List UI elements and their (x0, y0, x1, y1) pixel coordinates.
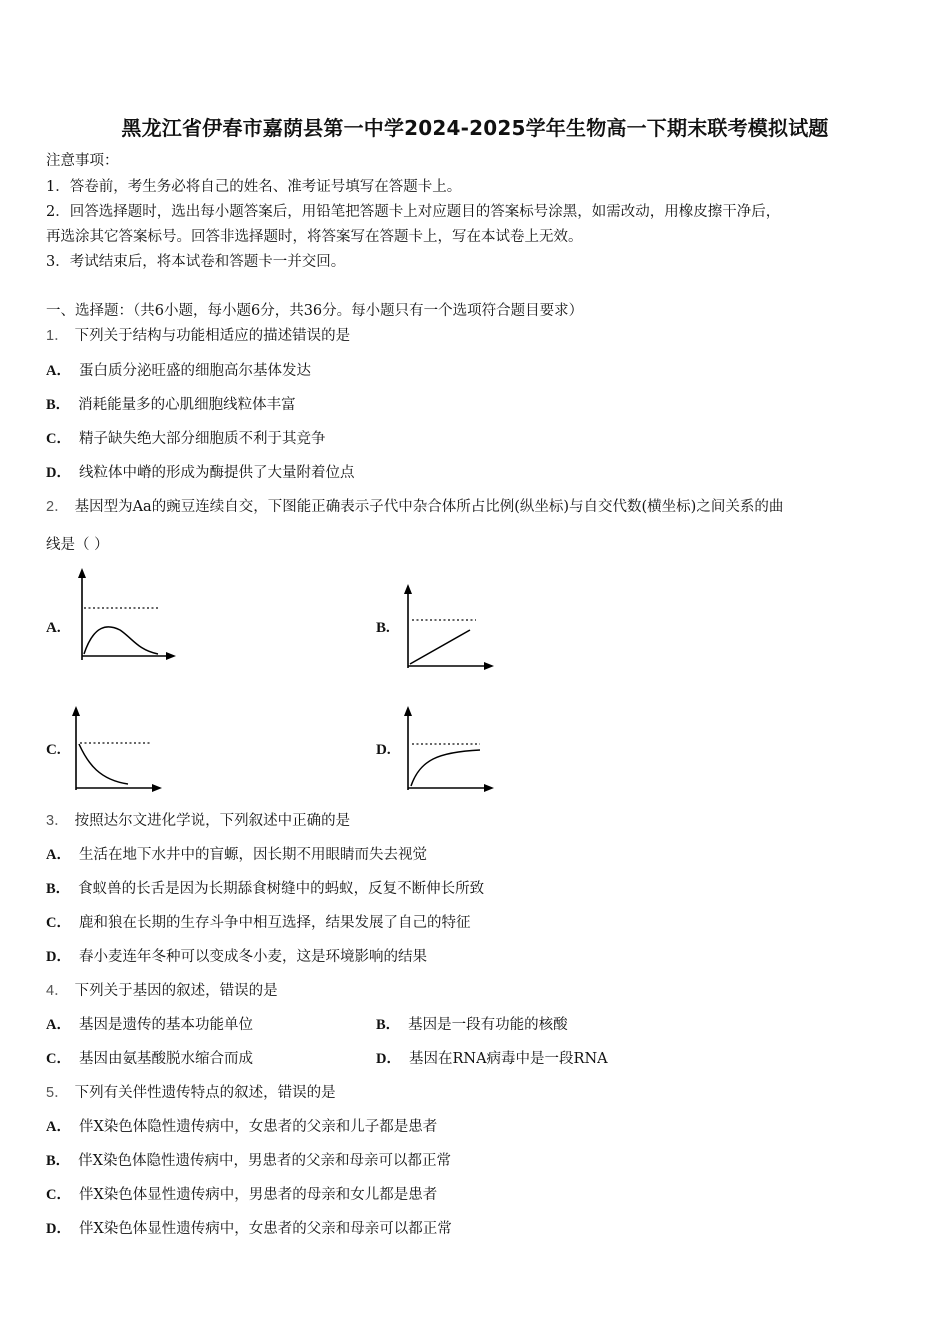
option-b[interactable] (46, 1152, 451, 1171)
question-3-stem (46, 812, 350, 831)
question-number: 2． (46, 499, 69, 515)
option-label: A． (46, 847, 71, 863)
option-label: B． (46, 881, 71, 897)
graph-b (398, 582, 498, 674)
option-a[interactable] (46, 1016, 253, 1035)
section-heading: 一、选择题：（共6小题，每小题6分，共36分。每小题只有一个选项符合题目要求） (46, 303, 584, 319)
option-label: B． (376, 1017, 401, 1033)
option-text: 线粒体中嵴的形成为酶提供了大量附着位点 (78, 465, 355, 481)
notice-item: 再选涂其它答案标号。回答非选择题时，将答案写在答题卡上，写在本试卷上无效。 (46, 229, 583, 245)
question-1-stem (46, 327, 350, 346)
option-label: A． (46, 1017, 71, 1033)
exam-title: 黑龙江省伊春市嘉荫县第一中学2024-2025学年生物高一下期末联考模拟试题 (121, 116, 829, 140)
option-b[interactable] (46, 880, 484, 899)
graph-c-label[interactable]: C. (46, 742, 61, 758)
question-number: 3． (46, 813, 69, 829)
option-label: C． (46, 915, 71, 931)
notice-item: 3．考试结束后，将本试卷和答题卡一并交回。 (46, 254, 346, 270)
option-label: C． (46, 1187, 71, 1203)
option-d[interactable] (46, 1220, 452, 1239)
option-label: C． (46, 1051, 71, 1067)
option-text: 伴X染色体隐性遗传病中，男患者的父亲和母亲可以都正常 (78, 1153, 451, 1169)
option-text: 伴X染色体隐性遗传病中，女患者的父亲和儿子都是患者 (78, 1119, 438, 1135)
notice-item: 1．答卷前，考生务必将自己的姓名、准考证号填写在答题卡上。 (46, 179, 462, 195)
option-label: D． (46, 465, 71, 481)
option-b[interactable] (376, 1016, 568, 1035)
option-d[interactable] (46, 464, 354, 483)
graph-b-label[interactable]: B. (376, 620, 390, 636)
option-text: 蛋白质分泌旺盛的细胞高尔基体发达 (78, 363, 311, 379)
option-text: 伴X染色体显性遗传病中，女患者的父亲和母亲可以都正常 (78, 1221, 452, 1237)
option-c[interactable] (46, 1186, 437, 1205)
option-d[interactable] (46, 948, 427, 967)
option-text: 春小麦连年冬种可以变成冬小麦，这是环境影响的结果 (78, 949, 427, 965)
question-number: 5． (46, 1085, 69, 1101)
question-4-stem (46, 982, 278, 1001)
question-text: 基因型为Aa的豌豆连续自交，下图能正确表示子代中杂合体所占比例(纵坐标)与自交代数(横坐标)之间关系的曲 (74, 499, 784, 515)
question-text: 下列有关伴性遗传特点的叙述，错误的是 (74, 1085, 336, 1101)
graph-a (68, 566, 178, 666)
option-a[interactable] (46, 846, 427, 865)
notice-item: 2．回答选择题时，选出每小题答案后，用铅笔把答题卡上对应题目的答案标号涂黑，如需改动，用橡皮擦干净后， (46, 204, 781, 220)
option-b[interactable] (46, 396, 296, 415)
graph-d (398, 704, 498, 796)
option-c[interactable] (46, 430, 325, 449)
notice-heading: 注意事项： (46, 153, 119, 169)
question-number: 4． (46, 983, 69, 999)
graph-d-label[interactable]: D. (376, 742, 391, 758)
option-label: B． (46, 397, 71, 413)
option-text: 基因在RNA病毒中是一段RNA (408, 1051, 608, 1067)
option-text: 基因是遗传的基本功能单位 (78, 1017, 253, 1033)
option-label: D． (46, 1221, 71, 1237)
question-text: 下列关于基因的叙述，错误的是 (74, 983, 278, 999)
graph-c (66, 704, 166, 796)
option-text: 消耗能量多的心肌细胞线粒体丰富 (78, 397, 296, 413)
option-label: D． (376, 1051, 401, 1067)
option-text: 精子缺失绝大部分细胞质不利于其竞争 (78, 431, 326, 447)
option-a[interactable] (46, 362, 311, 381)
option-text: 基因由氨基酸脱水缩合而成 (78, 1051, 253, 1067)
option-d[interactable] (376, 1050, 608, 1069)
option-label: A． (46, 363, 71, 379)
option-label: C． (46, 431, 71, 447)
option-text: 鹿和狼在长期的生存斗争中相互选择，结果发展了自己的特征 (78, 915, 471, 931)
graph-a-label[interactable]: A. (46, 620, 61, 636)
question-2-stem (46, 498, 783, 517)
question-text: 按照达尔文进化学说，下列叙述中正确的是 (74, 813, 351, 829)
option-label: B． (46, 1153, 71, 1169)
question-5-stem (46, 1084, 336, 1103)
option-c[interactable] (46, 914, 470, 933)
option-label: A． (46, 1119, 71, 1135)
option-c[interactable] (46, 1050, 253, 1069)
option-text: 伴X染色体显性遗传病中，男患者的母亲和女儿都是患者 (78, 1187, 438, 1203)
option-text: 生活在地下水井中的盲螈，因长期不用眼睛而失去视觉 (78, 847, 427, 863)
question-2-stem-cont: 线是（ ） (46, 537, 109, 553)
option-text: 食蚁兽的长舌是因为长期舔食树缝中的蚂蚁，反复不断伸长所致 (78, 881, 485, 897)
option-text: 基因是一段有功能的核酸 (408, 1017, 568, 1033)
option-label: D． (46, 949, 71, 965)
option-a[interactable] (46, 1118, 437, 1137)
question-text: 下列关于结构与功能相适应的描述错误的是 (74, 328, 351, 344)
question-number: 1． (46, 328, 69, 344)
